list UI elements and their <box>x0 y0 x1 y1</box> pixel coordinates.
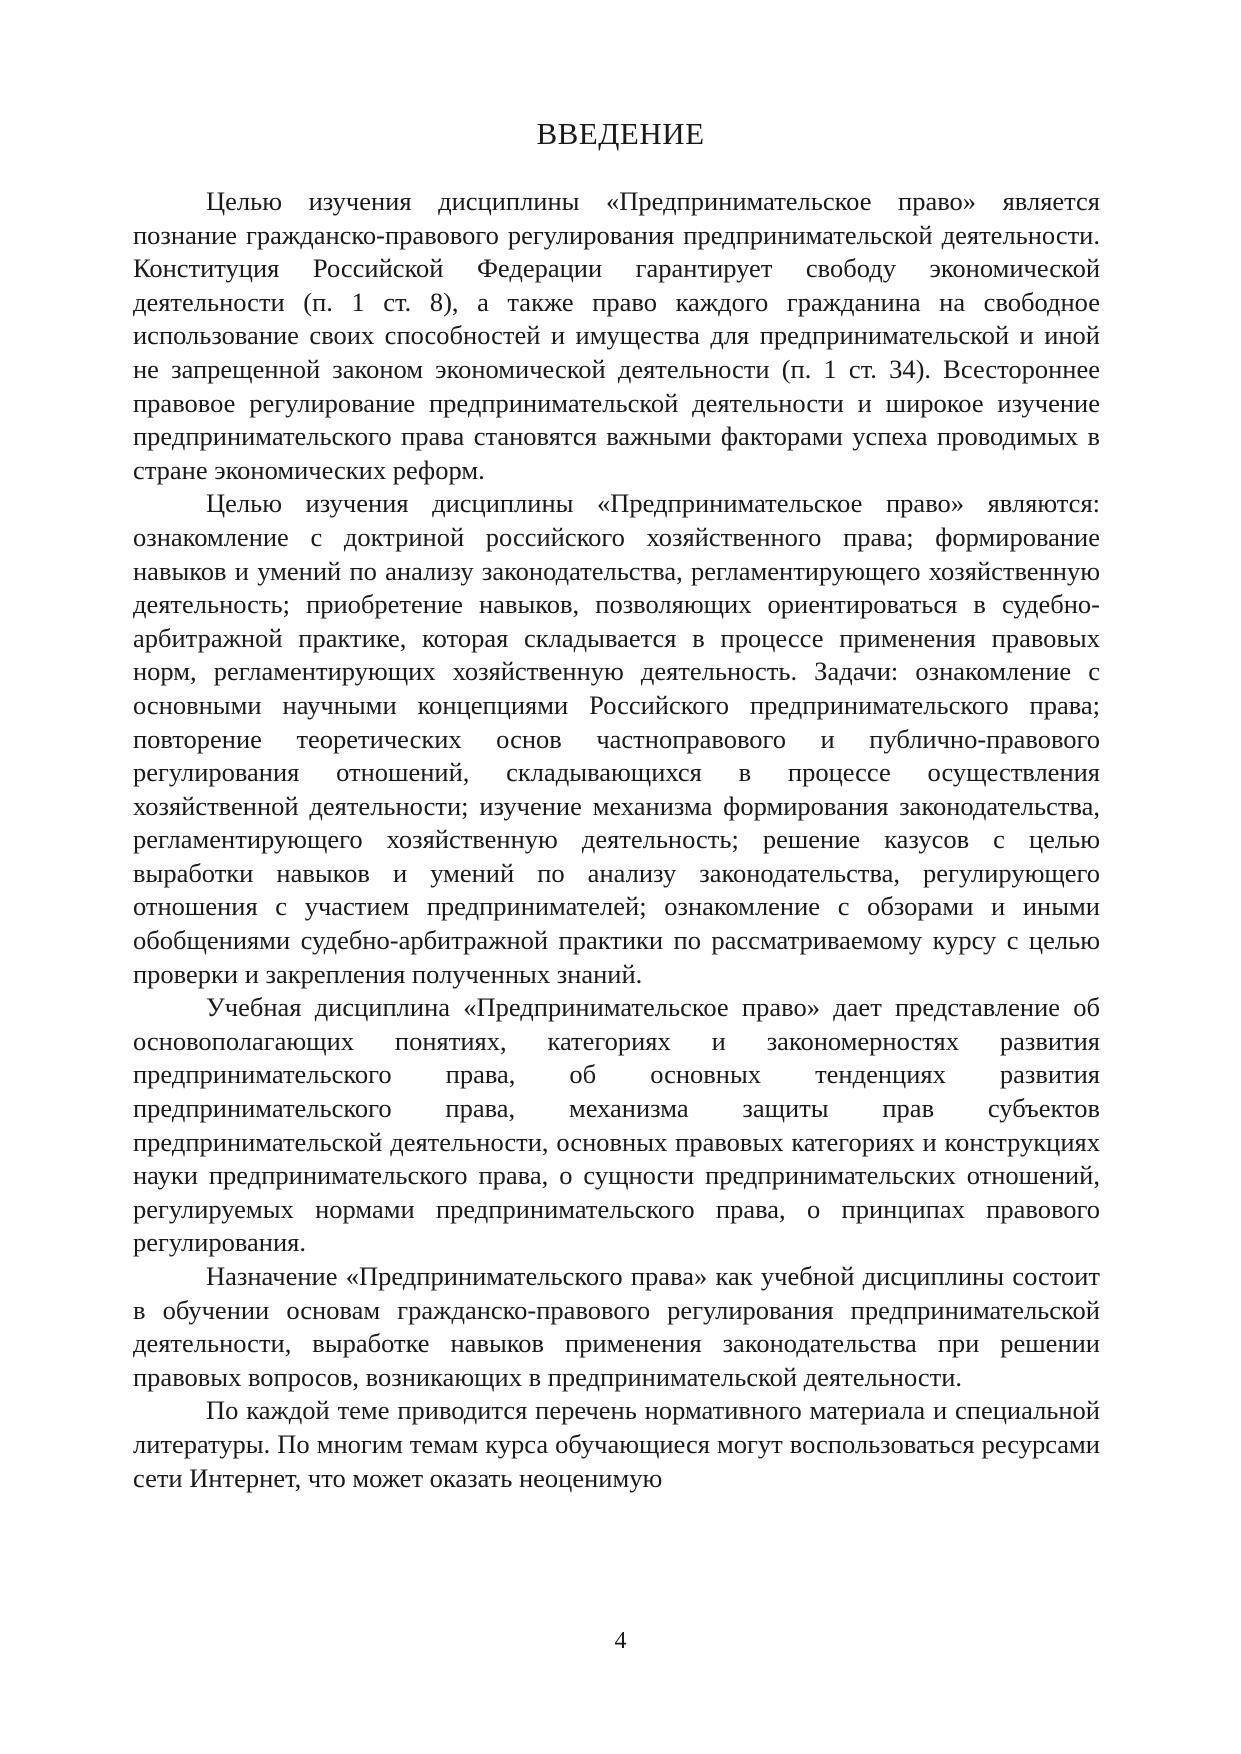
paragraph-resources: По каждой теме приводится перечень нормативного материала и специальной литературы. По многим темам курса обучающиеся могут воспользоваться ресурсами сети Интернет, что может оказать неоценимую <box>133 1395 1100 1493</box>
paragraph-objectives: Целью изучения дисциплины «Предпринимательское право» являются: ознакомление с доктриной российского хозяйственного права; формирование навыков и умений по анализу законодательства, регламентирующего хозяйственную деятельность; приобретение навыков, позволяющих ориентироваться в судебно-арбитражной практике, которая складывается в процессе применения правовых норм, регламентирующих хозяйственную деятельность. Задачи: ознакомление с основными научными концепциями Российского предпринимательского права; повторение теоретических основ частноправового и публично-правового регулирования отношений, складывающихся в процессе осуществления хозяйственной деятельности; изучение механизма формирования законодательства, регламентирующего хозяйственную деятельность; решение казусов с целью выработки навыков и умений по анализу законодательства, регулирующего отношения с участием предпринимателей; ознакомление с обзорами и иными обобщениями судебно-арбитражной практики по рассматриваемому курсу с целью проверки и закрепления полученных знаний. <box>133 488 1100 989</box>
page-title: ВВЕДЕНИЕ <box>536 116 705 151</box>
paragraph-purpose: Назначение «Предпринимательского права» как учебной дисциплины состоит в обучении основам гражданско-правового регулирования предпринимательской деятельности, выработке навыков применения законодательства при решении правовых вопросов, возникающих в предпринимательской деятельности. <box>133 1261 1100 1392</box>
body-text <box>133 185 1100 1495</box>
paragraph-discipline-overview: Учебная дисциплина «Предпринимательское право» дает представление об основополагающих понятиях, категориях и закономерностях развития предпринимательского права, об основных тенденциях развития предпринимательского права, механизма защиты прав субъектов предпринимательской деятельности, основных правовых категориях и конструкциях науки предпринимательского права, о сущности предпринимательских отношений, регулируемых нормами предпринимательского права, о принципах правового регулирования. <box>133 992 1100 1258</box>
paragraph-goal: Целью изучения дисциплины «Предпринимательское право» является познание гражданско-правового регулирования предпринимательской деятельности. Конституция Российской Федерации гарантирует свободу экономической деятельности (п. 1 ст. 8), а также право каждого гражданина на свободное использование своих способностей и имущества для предпринимательской и иной не запрещенной законом экономической деятельности (п. 1 ст. 34). Всестороннее правовое регулирование предпринимательской деятельности и широкое изучение предпринимательского права становятся важными факторами успеха проводимых в стране экономических реформ. <box>133 186 1100 485</box>
page-number: 4 <box>614 1628 627 1654</box>
